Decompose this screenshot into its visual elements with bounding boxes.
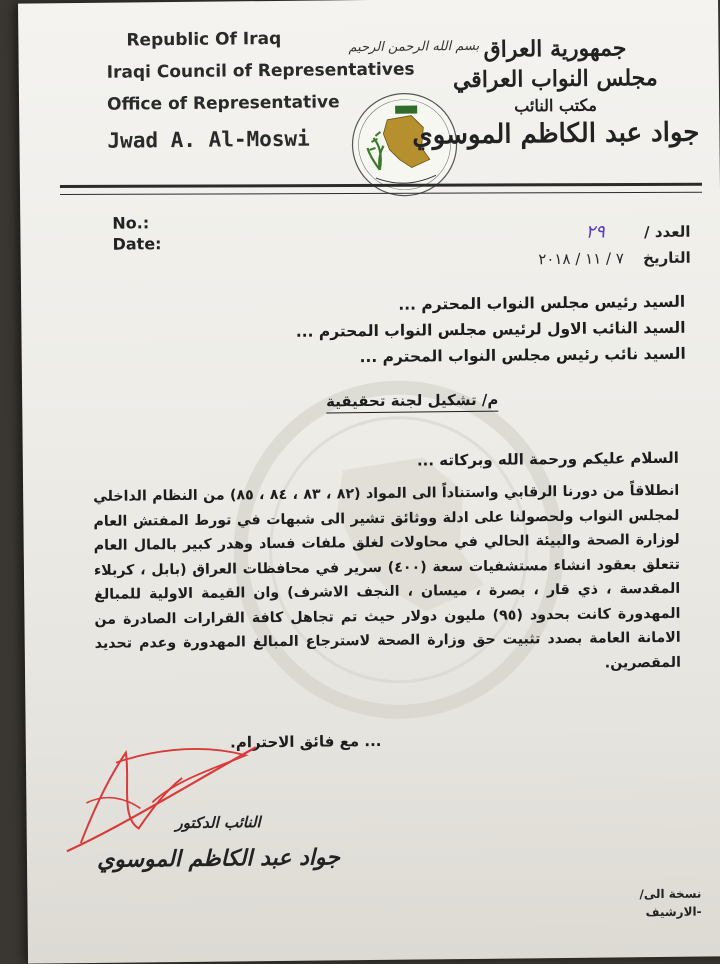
arabic-reference-block bbox=[538, 219, 691, 273]
header-divider bbox=[60, 183, 702, 195]
recipient-first-deputy: السيد النائب الاول لرئيس مجلس النواب المحترم ... bbox=[295, 318, 686, 341]
recipients-list bbox=[295, 289, 685, 371]
number-value: ٢٩ bbox=[585, 221, 606, 243]
greeting: السلام عليكم ورحمة الله وبركاته ... bbox=[416, 448, 679, 470]
letter-page bbox=[18, 0, 720, 964]
english-reference-block bbox=[112, 212, 161, 255]
arabic-representative: جواد عبد الكاظم الموسوي bbox=[412, 117, 700, 151]
letterhead-representative: Jwad A. Al-Moswi bbox=[107, 126, 310, 153]
arabic-council: مجلس النواب العراقي bbox=[452, 64, 658, 94]
copy-to-block bbox=[639, 885, 701, 922]
copy-to-label: نسخة الى/ bbox=[639, 886, 702, 902]
number-row bbox=[538, 219, 691, 247]
letter-body: انطلاقاً من دورنا الرقابي واستناداً الى المواد (٨٢ ، ٨٣ ، ٨٤ ، ٨٥) من النظام الداخلي لمجلس النواب ولحصولنا على ادلة ووثائق تشير الى شبهات في تورط المفتش العام لوزارة الصحة والبيئة الحالي في محاولات لغلق ملفات فساد وهدر كبير بالمال العام تتعلق بعقود انشاء مستشفيات سعة (٤٠٠) سرير في محافظات العراق (بابل ، كربلاء المقدسة ، ذي قار ، بصرة ، ميسان ، النجف الاشرف) وان القيمة الاولية للمبالغ المهدورة كانت بحدود (٩٥) مليون دولار حيث تم تجاهل كافة القرارات الصادرة من الامانة العامة بصدد تثبيت حق وزارة الصحة لاسترجاع المبالغ المهدورة وعدم تحديد المقصرين. bbox=[93, 482, 682, 672]
subject-line bbox=[22, 388, 720, 413]
signature-name: جواد عبد الكاظم الموسوي bbox=[96, 844, 341, 873]
copy-to-archive: -الارشيف bbox=[645, 904, 702, 920]
closing-text: ... مع فائق الاحترام. bbox=[230, 731, 382, 752]
date-label-en: Date: bbox=[112, 234, 162, 254]
letterhead-council: Iraqi Council of Representatives bbox=[106, 59, 415, 83]
number-label-en: No.: bbox=[112, 213, 150, 233]
arabic-letterhead bbox=[411, 35, 699, 151]
basmala-calligraphy: بسم الله الرحمن الرحيم bbox=[348, 38, 480, 56]
date-label-ar: التاريخ bbox=[643, 248, 691, 268]
signature-title: النائب الدكتور bbox=[175, 813, 261, 833]
arabic-office: مكتب النائب bbox=[514, 95, 598, 116]
arabic-country: جمهورية العراق bbox=[483, 35, 627, 63]
recipient-speaker: السيد رئيس مجلس النواب المحترم ... bbox=[398, 292, 686, 314]
signature-block bbox=[97, 812, 341, 873]
date-row bbox=[538, 245, 691, 273]
letterhead-office: Office of Representative bbox=[106, 92, 340, 115]
date-value: ٧ / ١١ / ٢٠١٨ bbox=[538, 249, 624, 269]
subject-text: م/ تشكيل لجنة تحقيقية bbox=[326, 391, 499, 414]
letterhead-country: Republic Of Iraq bbox=[126, 28, 282, 51]
number-label-ar: العدد / bbox=[644, 222, 691, 242]
recipient-deputy: السيد نائب رئيس مجلس النواب المحترم ... bbox=[359, 344, 686, 367]
